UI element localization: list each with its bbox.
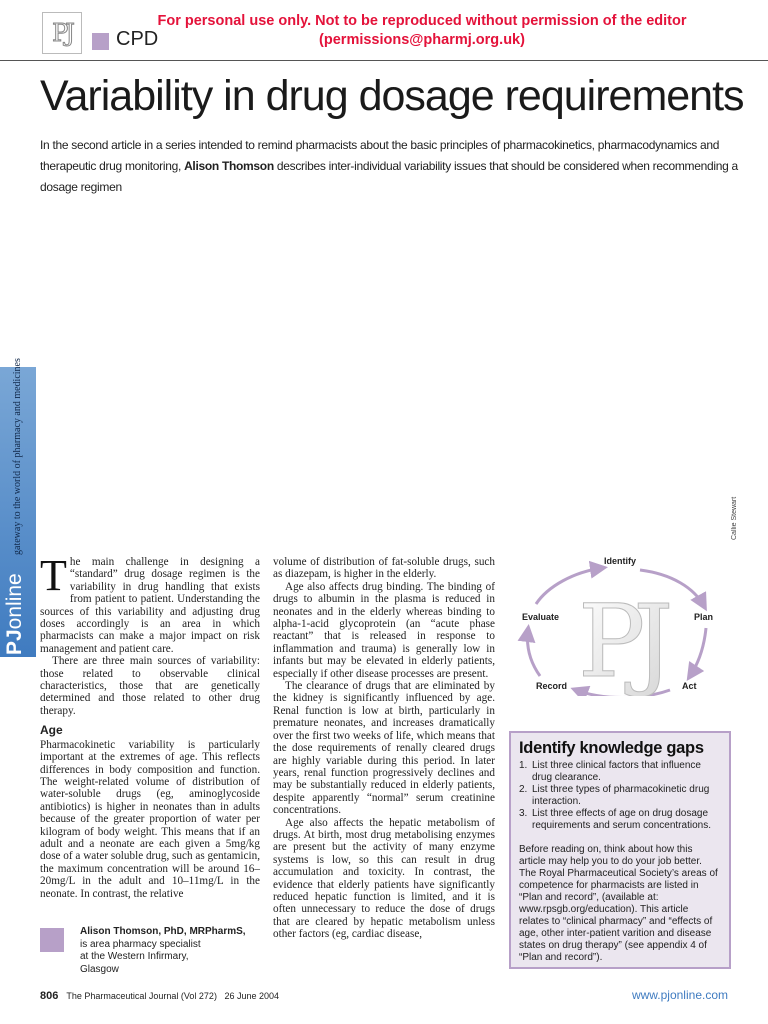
author-bio bbox=[80, 926, 270, 976]
author-workplace: at the Western Infirmary, bbox=[80, 951, 189, 962]
list-item: 3. List three effects of age on drug dosage requirements and serum concentrations. bbox=[519, 808, 711, 831]
standfirst-text-end: describes inter-individual variability issues that should be considered when recommending a dosage regimen bbox=[40, 159, 738, 194]
footer-citation bbox=[40, 990, 279, 1002]
author-role: is area pharmacy specialist bbox=[80, 938, 201, 950]
ribbon-tagline: gateway to the world of pharmacy and medicines bbox=[12, 358, 23, 555]
section-label: CPD bbox=[116, 28, 159, 50]
cpd-cycle-diagram bbox=[512, 548, 734, 696]
paragraph: The main challenge in designing a “standard” drug dosage regimen is the variability in drug handling that exists from patient to patient. Understanding the sources of this variability and adjusting drug doses accordingly is an area in which pharmacists can make a major impact on risk management and patient care. bbox=[40, 551, 260, 655]
knowledge-list bbox=[519, 760, 721, 832]
paragraph: The clearance of drugs that are eliminated by the kidney is significantly influenced by age. Renal function is low at birth, particularly in premature neonates, and increases dramatically over the first two weeks of life, which means that the dose requirements of renally cleared drugs are highly variable during this period. In later years, renal function progressively declines and may be substantially reduced in elderly patients, despite apparently “normal” serum creatinine concentrations. bbox=[273, 680, 495, 817]
paragraph: Age also affects drug binding. The binding of drugs to albumin in the plasma is reduced in neonates and in the elderly whereas binding to alpha-1-acid glycoprotein (an “acute phase reactant” that is released in response to inflammation and trauma) is generally low in infants but may be elevated in elderly patients, especially if other disease processes are present. bbox=[273, 580, 495, 680]
label-evaluate: Evaluate bbox=[522, 612, 560, 622]
copyright-notice bbox=[88, 12, 756, 50]
pj-logo: PJ bbox=[42, 12, 82, 54]
arrow-plan-act bbox=[690, 628, 706, 676]
notice-line-2: (permissions@pharmj.org.uk) bbox=[319, 32, 525, 48]
photo-credit: Callie Stewart bbox=[731, 496, 738, 540]
pjonline-ribbon[interactable] bbox=[0, 358, 36, 657]
standfirst-text: In the second article in a series intended to remind pharmacists about the basic principles of pharmacokinetics, pharmacodynamics and therapeutic drug monitoring, bbox=[40, 138, 720, 173]
ribbon-logo: PJonline bbox=[3, 573, 26, 655]
label-identify: Identify bbox=[604, 556, 637, 566]
header-rule bbox=[0, 60, 768, 61]
body-column-2 bbox=[273, 556, 495, 941]
drop-cap: T bbox=[40, 551, 67, 600]
issue-date: 26 June 2004 bbox=[224, 991, 280, 1001]
label-plan: Plan bbox=[694, 612, 714, 622]
paragraph: Age also affects the hepatic metabolism of drugs. At birth, most drug metabolising enzymes are present but the activity of many enzyme systems is low, so this can result in drug accumulation and toxicity. In contrast, the evidence that elderly patients have significantly reduced hepatic function is limited, and it is often unnecessary to reduce the dose of drugs that are cleared by hepatic metabolism unless other factors (eg, cardiac disease, bbox=[273, 816, 495, 941]
list-item: 1. List three clinical factors that influence drug clearance. bbox=[519, 760, 701, 783]
author-name: Alison Thomson, PhD, MRPharmS, bbox=[80, 926, 246, 937]
standfirst-author: Alison Thomson bbox=[184, 159, 274, 173]
author-city: Glasgow bbox=[80, 963, 119, 975]
paragraph: volume of distribution of fat-soluble drugs, such as diazepam, is higher in the elderly. bbox=[273, 556, 495, 581]
label-record: Record bbox=[536, 681, 568, 691]
pjonline-link[interactable]: www.pjonline.com bbox=[631, 988, 728, 1002]
subheading-age: Age bbox=[40, 723, 63, 738]
author-marker bbox=[40, 928, 64, 952]
arrow-record-evaluate bbox=[528, 630, 541, 676]
diagram-center-logo: PJ bbox=[578, 583, 662, 696]
article-title: Variability in drug dosage requirements bbox=[40, 72, 744, 120]
body-column-1 bbox=[40, 551, 260, 900]
journal-name: The Pharmaceutical Journal (Vol 272) bbox=[66, 991, 217, 1001]
list-item: 2. List three types of pharmacokinetic drug interaction. bbox=[519, 784, 710, 807]
paragraph: There are three main sources of variability: those related to observable clinical characteristics, those that are genetically determined and those related to other drug therapy. bbox=[40, 655, 260, 717]
knowledge-gaps-box bbox=[509, 731, 731, 969]
label-act: Act bbox=[682, 681, 697, 691]
cycle-arrows bbox=[512, 548, 734, 696]
knowledge-box-title: Identify knowledge gaps bbox=[519, 739, 704, 757]
page-number: 806 bbox=[40, 990, 59, 1002]
notice-line-1: For personal use only. Not to be reproduced without permission of the editor bbox=[157, 13, 687, 29]
knowledge-box-paragraph: Before reading on, think about how this article may help you to do your job better. The Royal Pharmaceutical Society’s areas of competence for pharmacists are listed in “Plan and record”, (available at: www.rpsgb.org/education). This article relates to “clinical pharmacy” and “effects of age, other inter-patient varition and disease states on drug therapy” (see appendix 4 of “Plan and record”). bbox=[519, 844, 718, 963]
paragraph: Pharmacokinetic variability is particularly important at the extremes of age. This reflects differences in body composition and function. The weight-related volume of distribution of water-soluble drugs (eg, aminoglycoside antibiotics) is higher in neonates than in adults because of the greater proportion of water per kilogram of body weight. This means that if an adult and a neonate are each given a 5mg/kg dose of a water soluble drug, such as gentamicin, the maximum concentration will be around 16–20mg/L in the adult and 10–11mg/L in the neonate. In contrast, the relative bbox=[40, 738, 260, 900]
standfirst bbox=[40, 135, 740, 198]
